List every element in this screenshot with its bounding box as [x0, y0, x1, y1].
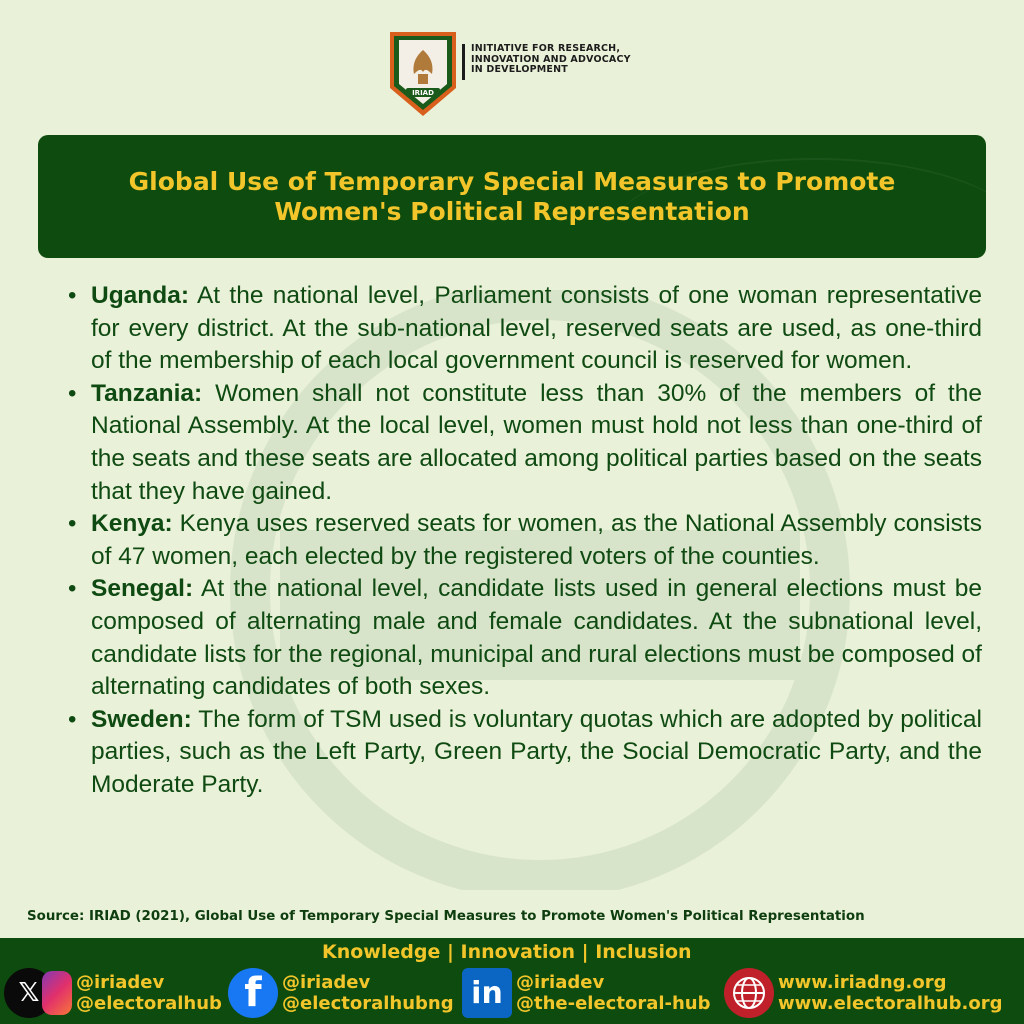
country-description: Women shall not constitute less than 30% of the members of the National Assembly. At the local level, women must hold not less than one-third of the seats and these seats are allocated among political parties based on the seats that they have gained.	[91, 379, 982, 505]
measures-list	[62, 280, 982, 802]
social-linkedin[interactable]	[462, 968, 711, 1018]
handle-line-1: @iriadev	[282, 972, 371, 993]
country-name: Kenya:	[91, 510, 173, 538]
country-name: Senegal:	[91, 575, 194, 603]
facebook-handles	[282, 972, 454, 1014]
globe-icon	[724, 968, 774, 1018]
handle-line-2: @electoralhubng	[282, 993, 454, 1014]
bullet-icon: •	[68, 379, 77, 407]
bullet-icon: •	[68, 510, 77, 538]
org-name-line-2: INNOVATION AND ADVOCACY	[471, 53, 631, 65]
website-line-1[interactable]: www.iriadng.org	[778, 972, 947, 993]
website-links	[778, 972, 1002, 1014]
source-citation: Source: IRIAD (2021), Global Use of Temporary Special Measures to Promote Women's Political Representation	[27, 909, 865, 924]
social-facebook[interactable]	[228, 968, 454, 1018]
country-name: Sweden:	[91, 705, 192, 733]
bullet-icon: •	[68, 282, 77, 309]
logo-label: IRIAD	[412, 89, 434, 97]
handle-line-2: @the-electoral-hub	[516, 993, 711, 1014]
org-name-line-3: IN DEVELOPMENT	[471, 64, 568, 75]
linkedin-icon: in	[462, 968, 512, 1018]
linkedin-handles	[516, 972, 711, 1014]
facebook-icon: f	[228, 968, 278, 1018]
social-x-instagram[interactable]	[4, 968, 222, 1018]
handle-line-1: @iriadev	[516, 972, 605, 993]
logo-divider	[462, 44, 465, 80]
social-website[interactable]	[724, 968, 1002, 1018]
iriad-shield-logo	[388, 30, 458, 118]
handle-line-2: @electoralhub	[76, 993, 222, 1014]
country-description: At the national level, candidate lists used in general elections must be composed of alternating male and female candidates. At the subnational level, candidate lists for the regional, municipal and rural elections must be composed of alternating candidates of both sexes.	[91, 575, 982, 701]
instagram-icon	[42, 971, 72, 1015]
country-description: The form of TSM used is voluntary quotas which are adopted by political parties, such as the Left Party, Green Party, the Social Democratic Party, and the Moderate Party.	[91, 705, 982, 798]
country-name: Uganda:	[91, 282, 189, 309]
x-instagram-handles	[76, 972, 222, 1014]
organization-name	[471, 44, 631, 76]
list-item-senegal	[62, 573, 982, 703]
x-icon: 𝕏	[4, 968, 54, 1018]
title-banner	[38, 135, 986, 258]
list-item-sweden	[62, 704, 982, 802]
country-description: At the national level, Parliament consists of one woman representative for every district. At the sub-national level, reserved seats are used, as one-third of the membership of each local government council is reserved for women.	[91, 282, 982, 375]
page-title: Global Use of Temporary Special Measures to Promote Women's Political Representation	[128, 166, 896, 226]
organization-logo	[388, 30, 631, 120]
bullet-icon: •	[68, 705, 77, 733]
bullet-icon: •	[68, 575, 77, 603]
list-item-uganda	[62, 280, 982, 378]
footer-tagline: Knowledge | Innovation | Inclusion	[322, 941, 692, 963]
country-name: Tanzania:	[91, 379, 203, 407]
website-line-2[interactable]: www.electoralhub.org	[778, 993, 1003, 1014]
handle-line-1: @iriadev	[76, 972, 165, 993]
country-description: Kenya uses reserved seats for women, as the National Assembly consists of 47 women, each elected by the registered voters of the counties.	[91, 510, 982, 570]
list-item-kenya	[62, 508, 982, 573]
footer	[0, 938, 1024, 1024]
org-name-line-1: INITIATIVE FOR RESEARCH,	[471, 43, 621, 54]
list-item-tanzania	[62, 378, 982, 508]
